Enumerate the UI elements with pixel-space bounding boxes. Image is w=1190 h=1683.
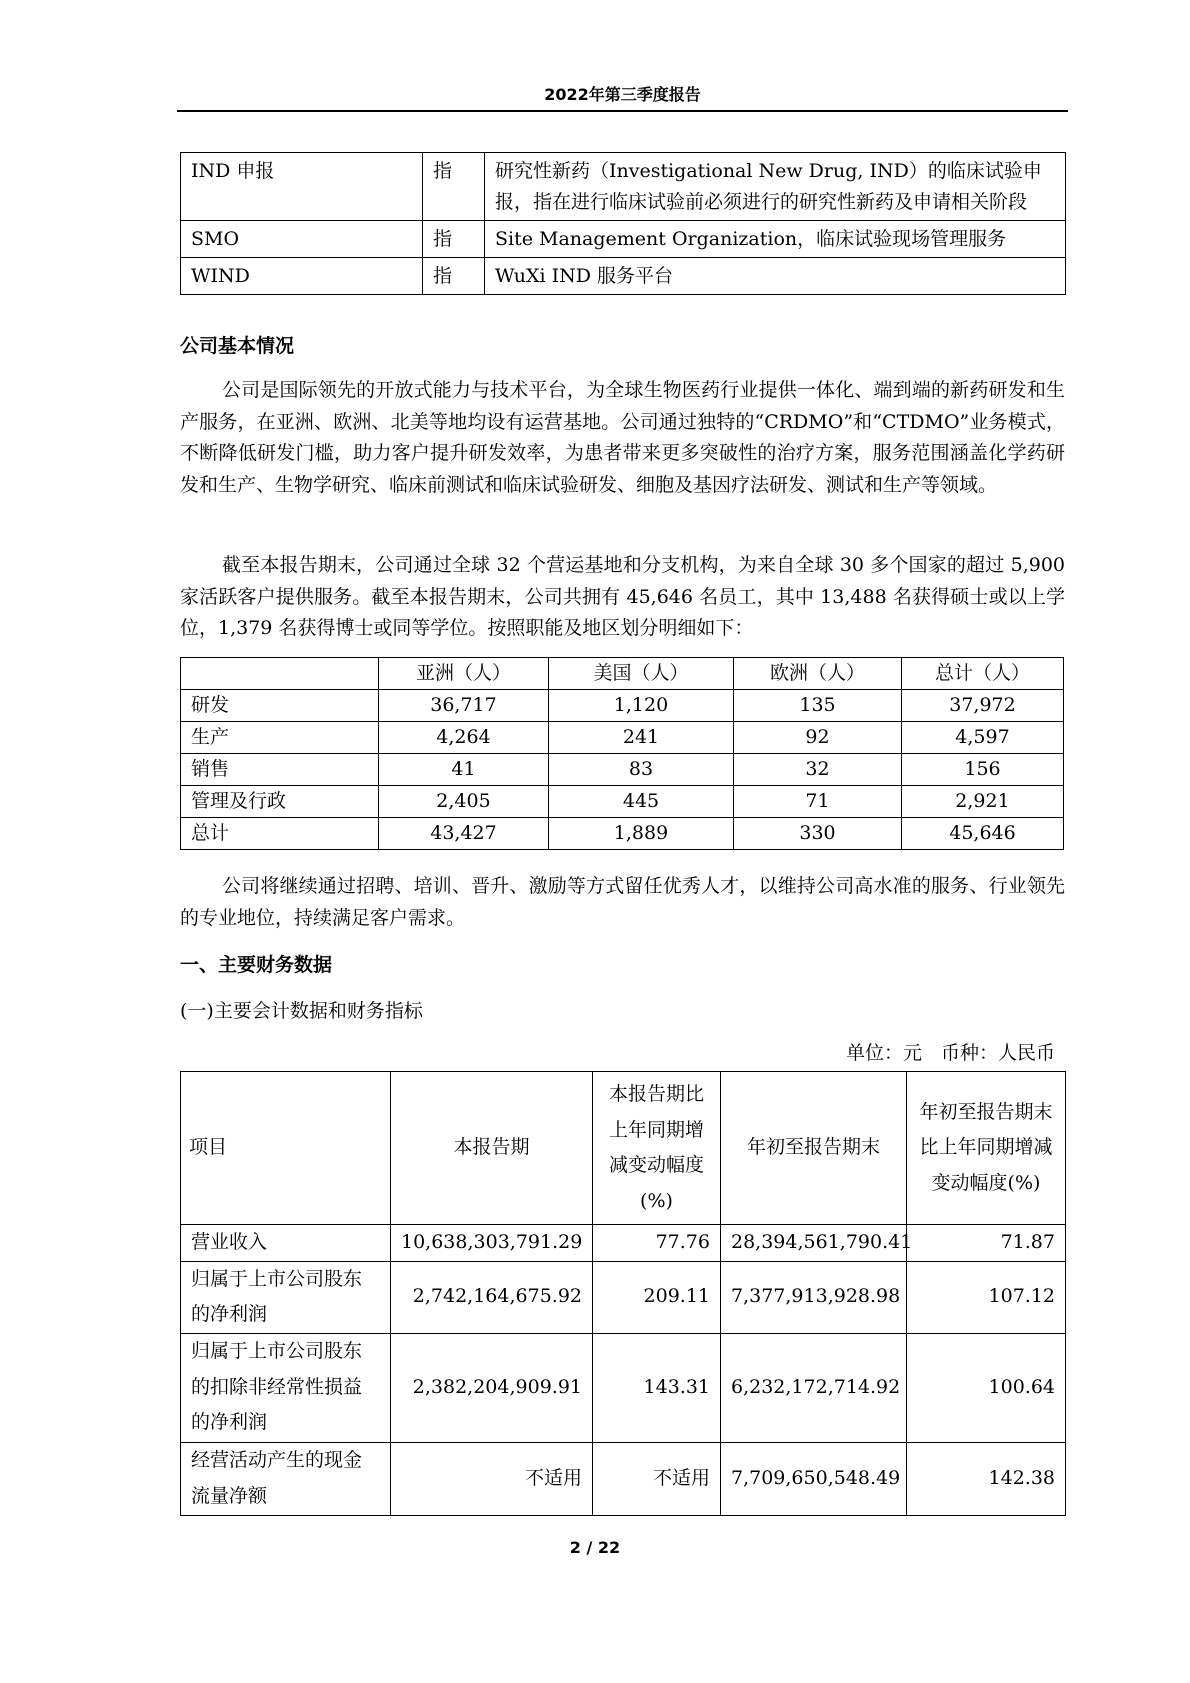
- table-row: [181, 754, 1064, 786]
- talent-retention-paragraph: 公司将继续通过招聘、培训、晋升、激励等方式留任优秀人才，以维持公司高水准的服务、行业领先的专业地位，持续满足客户需求。: [180, 875, 1065, 929]
- table-cell: 135: [734, 690, 902, 722]
- definition-ref: 指: [423, 153, 485, 221]
- column-header: 美国（人）: [549, 658, 734, 690]
- table-cell: 143.31: [593, 1333, 721, 1442]
- table-cell: 100.64: [907, 1333, 1066, 1442]
- table-cell: 45,646: [902, 818, 1064, 850]
- table-cell: 71.87: [907, 1225, 1066, 1262]
- table-cell: 不适用: [391, 1442, 593, 1515]
- table-cell: 107.12: [907, 1261, 1066, 1333]
- definition-text: WuXi IND 服务平台: [485, 258, 1066, 295]
- column-header: 年初至报告期末比上年同期增减变动幅度(%): [907, 1072, 1066, 1225]
- table-cell: 10,638,303,791.29: [391, 1225, 593, 1262]
- definition-text: 研究性新药（Investigational New Drug, IND）的临床试验申报，指在进行临床试验前必须进行的研究性新药及申请相关阶段: [485, 153, 1066, 221]
- row-label: 归属于上市公司股东的净利润: [181, 1261, 391, 1333]
- definition-term: SMO: [181, 221, 423, 258]
- row-label: 研发: [181, 690, 379, 722]
- table-row: [181, 1225, 1066, 1262]
- table-cell: 2,742,164,675.92: [391, 1261, 593, 1333]
- table-cell: 142.38: [907, 1442, 1066, 1515]
- page-header: [177, 84, 1068, 112]
- column-header: 本报告期: [391, 1072, 593, 1225]
- table-cell: 445: [549, 786, 734, 818]
- company-section-heading: 公司基本情况: [180, 335, 295, 357]
- table-header-row: [181, 658, 1064, 690]
- table-cell: 7,709,650,548.49: [721, 1442, 907, 1515]
- table-cell: 7,377,913,928.98: [721, 1261, 907, 1333]
- row-label: 经营活动产生的现金流量净额: [181, 1442, 391, 1515]
- table-cell: 2,405: [379, 786, 549, 818]
- table-cell: 241: [549, 722, 734, 754]
- table-row: [181, 1261, 1066, 1333]
- table-cell: 不适用: [593, 1442, 721, 1515]
- table-row: [181, 722, 1064, 754]
- column-header: 总计（人）: [902, 658, 1064, 690]
- table-row: [181, 221, 1066, 258]
- column-header: 欧洲（人）: [734, 658, 902, 690]
- definition-term: WIND: [181, 258, 423, 295]
- table-row: [181, 258, 1066, 295]
- financial-table: [180, 1071, 1066, 1516]
- table-cell: 209.11: [593, 1261, 721, 1333]
- table-cell: 77.76: [593, 1225, 721, 1262]
- table-cell: 6,232,172,714.92: [721, 1333, 907, 1442]
- financial-subheading: (一)主要会计数据和财务指标: [180, 1000, 423, 1022]
- table-cell: 1,120: [549, 690, 734, 722]
- table-header-row: [181, 1072, 1066, 1225]
- table-cell: 4,597: [902, 722, 1064, 754]
- company-staff-paragraph: 截至本报告期末，公司通过全球 32 个营运基地和分支机构，为来自全球 30 多个国家的超过 5,900 家活跃客户提供服务。截至本报告期末，公司共拥有 45,646 名员工，其中 13,488 名获得硕士或以上学位，1,379 名获得博士或同等学位。按照职能及地区划分明细如下：: [180, 554, 1065, 640]
- currency-unit-note: 单位：元 币种：人民币: [845, 1042, 1055, 1064]
- definitions-table: [180, 152, 1066, 295]
- table-cell: 1,889: [549, 818, 734, 850]
- staff-table: [180, 657, 1064, 850]
- definition-ref: 指: [423, 258, 485, 295]
- column-header: 亚洲（人）: [379, 658, 549, 690]
- table-cell: 71: [734, 786, 902, 818]
- definition-term: IND 申报: [181, 153, 423, 221]
- table-row: [181, 1442, 1066, 1515]
- column-header: [181, 658, 379, 690]
- row-label: 归属于上市公司股东的扣除非经常性损益的净利润: [181, 1333, 391, 1442]
- column-header: 本报告期比上年同期增减变动幅度(%): [593, 1072, 721, 1225]
- table-cell: 37,972: [902, 690, 1064, 722]
- table-cell: 43,427: [379, 818, 549, 850]
- table-cell: 2,382,204,909.91: [391, 1333, 593, 1442]
- table-cell: 156: [902, 754, 1064, 786]
- table-cell: 32: [734, 754, 902, 786]
- table-row: [181, 690, 1064, 722]
- table-cell: 330: [734, 818, 902, 850]
- table-cell: 41: [379, 754, 549, 786]
- column-header: 年初至报告期末: [721, 1072, 907, 1225]
- table-cell: 83: [549, 754, 734, 786]
- table-cell: 4,264: [379, 722, 549, 754]
- definition-ref: 指: [423, 221, 485, 258]
- row-label: 管理及行政: [181, 786, 379, 818]
- financial-section-heading: 一、主要财务数据: [180, 954, 333, 976]
- table-cell: 36,717: [379, 690, 549, 722]
- report-title: 2022年第三季度报告: [544, 85, 701, 104]
- column-header: 项目: [181, 1072, 391, 1225]
- company-intro-paragraph: 公司是国际领先的开放式能力与技术平台，为全球生物医药行业提供一体化、端到端的新药研发和生产服务，在亚洲、欧洲、北美等地均设有运营基地。公司通过独特的“CRDMO”和“CTDMO”业务模式，不断降低研发门槛，助力客户提升研发效率，为患者带来更多突破性的治疗方案，服务范围涵盖化学药研发和生产、生物学研究、临床前测试和临床试验研发、细胞及基因疗法研发、测试和生产等领域。: [180, 379, 1065, 497]
- row-label: 总计: [181, 818, 379, 850]
- table-row: [181, 153, 1066, 221]
- row-label: 生产: [181, 722, 379, 754]
- row-label: 销售: [181, 754, 379, 786]
- row-label: 营业收入: [181, 1225, 391, 1262]
- table-cell: 28,394,561,790.41: [721, 1225, 907, 1262]
- table-cell: 92: [734, 722, 902, 754]
- definition-text: Site Management Organization，临床试验现场管理服务: [485, 221, 1066, 258]
- table-row: [181, 786, 1064, 818]
- table-row: [181, 818, 1064, 850]
- table-row: [181, 1333, 1066, 1442]
- table-cell: 2,921: [902, 786, 1064, 818]
- page-number: 2 / 22: [569, 1538, 621, 1557]
